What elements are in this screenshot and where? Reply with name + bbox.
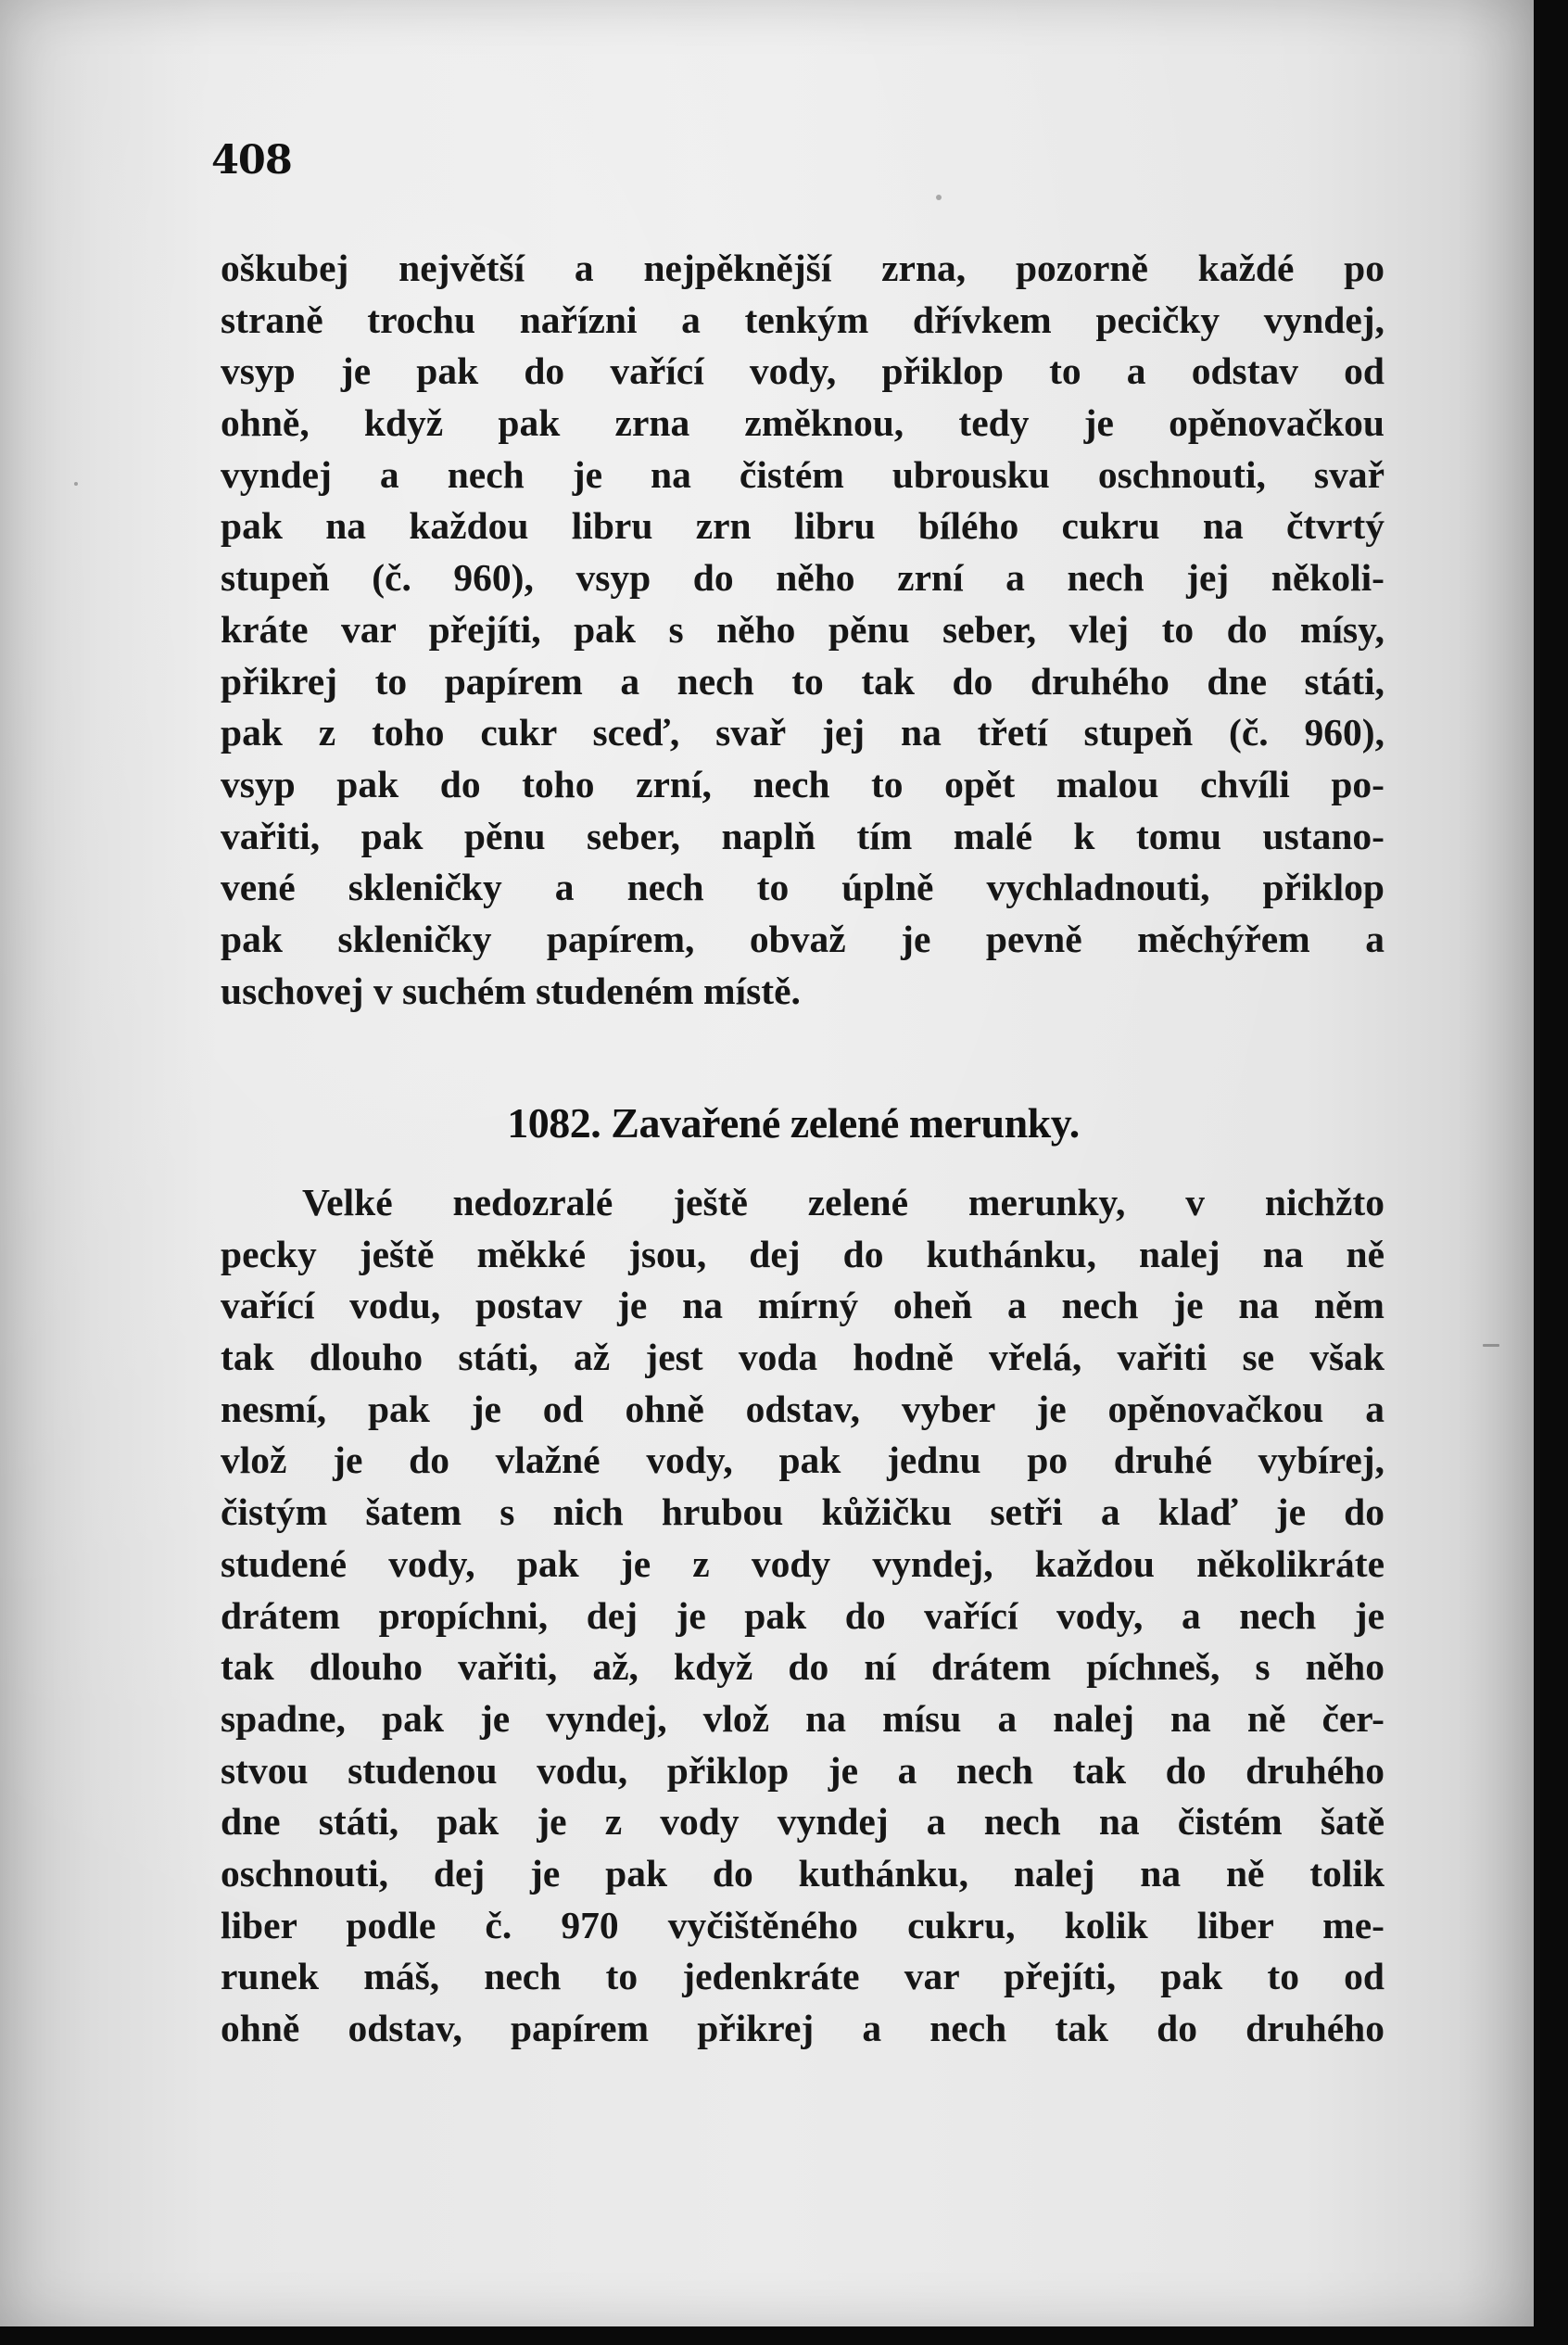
text-line: kráte var přejíti, pak s něho pěnu seber, vlej to do mísy, [221, 607, 1385, 651]
page-number: 408 [211, 137, 292, 184]
text-line: ohně odstav, papírem přikrej a nech tak do druhého [221, 2007, 1385, 2049]
text-line: vsyp pak do toho zrní, nech to opět malou chvíli po- [221, 762, 1385, 805]
text-line: pecky ještě měkké jsou, dej do kuthánku, nalej na ně [221, 1232, 1385, 1275]
recipe-paragraph [221, 1177, 1385, 2055]
text-line: čistým šatem s nich hrubou kůžičku setři a klaď je do [221, 1490, 1385, 1534]
text-line: pak z toho cukr sceď, svař jej na třetí stupeň (č. 960), [221, 711, 1385, 754]
scan-speck [1483, 1344, 1499, 1347]
text-line: tak dlouho státi, až jest voda hodně vřelá, vařiti se však [221, 1336, 1385, 1379]
text-line: uschovej v suchém studeném místě. [221, 969, 801, 1012]
text-line: ohně, když pak zrna změknou, tedy je opěnovačkou [221, 401, 1385, 445]
text-line: vařící vodu, postav je na mírný oheň a nech je na něm [221, 1284, 1385, 1327]
text-line: přikrej to papírem a nech to tak do druhého dne státi, [221, 659, 1385, 703]
text-line: vlož je do vlažné vody, pak jednu po druhé vybírej, [221, 1439, 1385, 1482]
text-line: tak dlouho vařiti, až, když do ní drátem píchneš, s něho [221, 1645, 1385, 1689]
text-line: stupeň (č. 960), vsyp do něho zrní a nech jej několi- [221, 556, 1385, 600]
text-line: studené vody, pak je z vody vyndej, každou několikráte [221, 1541, 1385, 1585]
text-line: dne státi, pak je z vody vyndej a nech na čistém šatě [221, 1800, 1385, 1844]
recipe-heading-text: 1082. Zavařené zelené merunky. [507, 1099, 1080, 1147]
text-line: liber podle č. 970 vyčištěného cukru, kolik liber me- [221, 1903, 1385, 1946]
text-line: oschnouti, dej je pak do kuthánku, nalej na ně tolik [221, 1851, 1385, 1895]
text-line: drátem propíchni, dej je pak do vařící vody, a nech je [221, 1593, 1385, 1637]
text-line: Velké nedozralé ještě zelené merunky, v nichžto [302, 1181, 1385, 1223]
text-line: pak skleničky papírem, obvaž je pevně měchýřem a [221, 917, 1385, 960]
text-line: oškubej největší a nejpěknější zrna, pozorně každé po [221, 247, 1385, 289]
text-line: nesmí, pak je od ohně odstav, vyber je opěnovačkou a [221, 1387, 1385, 1430]
text-line: pak na každou libru zrn libru bílého cukru na čtvrtý [221, 504, 1385, 548]
paragraph-continued [221, 243, 1385, 1017]
text-line: vsyp je pak do vařící vody, přiklop to a odstav od [221, 349, 1385, 393]
text-line: spadne, pak je vyndej, vlož na mísu a nalej na ně čer- [221, 1696, 1385, 1740]
text-line: straně trochu nařízni a tenkým dřívkem pecičky vyndej, [221, 298, 1385, 341]
text-line: vyndej a nech je na čistém ubrousku oschnouti, svař [221, 452, 1385, 496]
text-line: stvou studenou vodu, přiklop je a nech tak do druhého [221, 1748, 1385, 1792]
scan-speck [936, 195, 942, 200]
text-line: vené skleničky a nech to úplně vychladnouti, přiklop [221, 866, 1385, 909]
recipe-heading [0, 1098, 1568, 1147]
text-line: vařiti, pak pěnu seber, naplň tím malé k tomu ustano- [221, 814, 1385, 857]
scan-speck [74, 482, 78, 486]
text-line: runek máš, nech to jedenkráte var přejíti, pak to od [221, 1955, 1385, 1998]
